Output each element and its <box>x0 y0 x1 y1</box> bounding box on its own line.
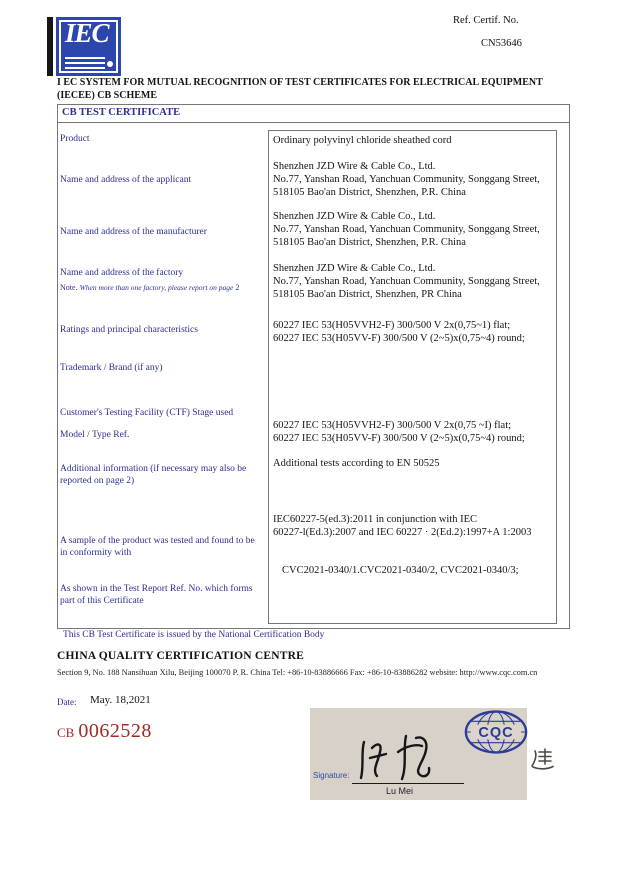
iec-logo-box <box>56 17 121 76</box>
value-model-line: 60227 IEC 53(H05VVH2-F) 300/500 V 2x(0,75 ~I) flat; <box>273 420 512 431</box>
value-factory-line: Shenzhen JZD Wire & Cable Co., Ltd. <box>273 263 436 274</box>
label-sample-conformity: A sample of the product was tested and found to be in conformity with <box>60 536 255 558</box>
cqc-stamp-text: CQC <box>478 724 514 741</box>
value-conformity-line: 60227-l(Ed.3):2007 and IEC 60227 · 2(Ed.2):1997+A 1:2003 <box>273 527 532 538</box>
value-factory-line: No.77, Yanshan Road, Yanchuan Community, Songgang Street, <box>273 276 540 287</box>
ref-certif-no-label: Ref. Certif. No. <box>453 15 519 26</box>
label-applicant: Name and address of the applicant <box>60 175 192 185</box>
cqc-stamp-icon <box>462 707 530 757</box>
signature-underline <box>352 783 464 784</box>
iec-logo-dot <box>107 61 113 67</box>
value-applicant <box>273 160 549 199</box>
value-conformity-line: IEC60227-5(ed.3):2011 in conjunction with IEC <box>273 514 478 525</box>
cb-certificate-number <box>57 720 152 743</box>
label-test-report-ref: As shown in the Test Report Ref. No. which forms part of this Certificate <box>60 584 253 606</box>
date-label: Date: <box>57 697 77 707</box>
value-applicant-line: No.77, Yanshan Road, Yanchuan Community, Songgang Street, <box>273 174 540 185</box>
value-manufacturer-line: Shenzhen JZD Wire & Cable Co., Ltd. <box>273 211 436 222</box>
value-ratings-line: 60227 IEC 53(H05VV-F) 300/500 V (2~5)x(0,75~4) round; <box>273 333 525 344</box>
label-factory: Name and address of the factory <box>60 268 184 278</box>
value-manufacturer-line: 518105 Bao'an District, Shenzhen, P.R. China <box>273 237 466 248</box>
label-ctf-stage: Customer's Testing Facility (CTF) Stage used <box>60 408 234 418</box>
value-product: Ordinary polyvinyl chloride sheathed cord <box>273 135 452 146</box>
scheme-heading <box>57 77 569 102</box>
label-product: Product <box>60 134 90 144</box>
factory-note <box>60 283 270 292</box>
stamp-side-character <box>530 747 554 771</box>
scheme-heading-line1: I EC SYSTEM FOR MUTUAL RECOGNITION OF TEST CERTIFICATES FOR ELECTRICAL EQUIPMENT <box>57 77 543 88</box>
cb-prefix: CB <box>57 725 75 740</box>
signer-name: Lu Mei <box>386 786 414 796</box>
value-factory-line: 518105 Bao'an District, Shenzhen, PR China <box>273 289 462 300</box>
issued-by-note: This CB Test Certificate is issued by the National Certification Body <box>63 630 325 640</box>
value-conformity-standards <box>273 513 549 539</box>
value-model-type-ref <box>273 419 549 445</box>
factory-note-suffix: 2 <box>235 283 240 292</box>
certificate-title: CB TEST CERTIFICATE <box>58 105 569 123</box>
scheme-heading-line2: (IECEE) CB SCHEME <box>57 89 158 101</box>
value-model-line: 60227 IEC 53(H05VV-F) 300/500 V (2~5)x(0,75~4) round; <box>273 433 525 444</box>
value-test-report-refs: CVC2021-0340/1.CVC2021-0340/2, CVC2021-0340/3; <box>282 565 519 576</box>
cb-number: 0062528 <box>78 720 152 742</box>
handwritten-signature <box>350 732 442 784</box>
value-applicant-line: 518105 Bao'an District, Shenzhen, P.R. China <box>273 187 466 198</box>
signature-label: Signature: <box>313 771 350 780</box>
label-model-type-ref: Model / Type Ref. <box>60 430 130 440</box>
iec-logo-line <box>65 62 105 64</box>
value-manufacturer-line: No.77, Yanshan Road, Yanchuan Community, Songgang Street, <box>273 224 540 235</box>
certificate-value-column-box <box>268 130 557 624</box>
value-applicant-line: Shenzhen JZD Wire & Cable Co., Ltd. <box>273 161 436 172</box>
label-trademark: Trademark / Brand (if any) <box>60 363 163 373</box>
value-ratings <box>273 319 549 345</box>
label-manufacturer: Name and address of the manufacturer <box>60 227 207 237</box>
value-ratings-line: 60227 IEC 53(H05VVH2-F) 300/500 V 2x(0,75~1) flat; <box>273 320 511 331</box>
date-value: May. 18,2021 <box>90 694 151 706</box>
factory-note-text: When more than one factory, please report on page <box>79 283 234 292</box>
value-manufacturer <box>273 210 549 249</box>
value-factory <box>273 262 549 301</box>
ref-certif-no-value: CN53646 <box>481 38 522 49</box>
label-ratings: Ratings and principal characteristics <box>60 325 198 335</box>
iec-logo-line <box>65 67 105 69</box>
iec-logo <box>47 17 123 76</box>
label-additional-information: Additional information (if necessary may also be reported on page 2) <box>60 464 247 486</box>
factory-note-prefix: Note. <box>60 283 78 292</box>
value-additional-information: Additional tests according to EN 50525 <box>273 458 440 469</box>
iec-logo-line <box>65 57 105 59</box>
issuer-name: CHINA QUALITY CERTIFICATION CENTRE <box>57 650 304 662</box>
iec-logo-text: IEC <box>65 18 109 48</box>
iec-logo-spine <box>47 17 53 76</box>
issuer-address: Section 9, No. 188 Nansihuan Xilu, Beijing 100070 P. R. China Tel: +86-10-83886666 Fax: +86-10-83886282 website: http://www.cqc.com.cn <box>57 668 538 677</box>
